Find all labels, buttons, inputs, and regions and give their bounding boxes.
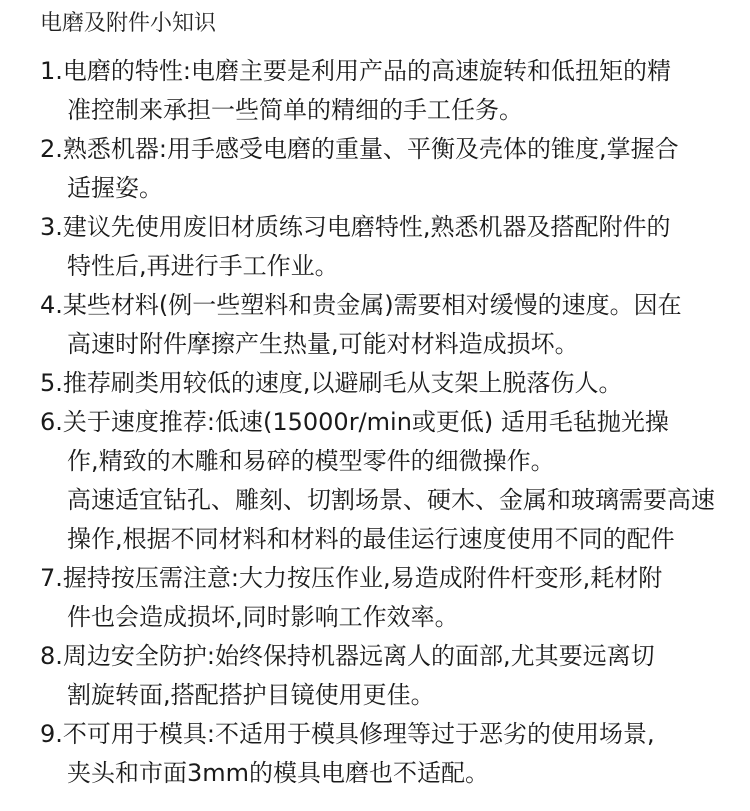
tip-item-5 xyxy=(40,364,720,403)
tip-line: 适握姿。 xyxy=(67,174,163,202)
tip-line: 操作,根据不同材料和材料的最佳运行速度使用不同的配件 xyxy=(67,525,675,553)
tip-line: 件也会造成损坏,同时影响工作效率。 xyxy=(67,603,459,631)
tip-line: 9.不可用于模具:不适用于模具修理等过于恶劣的使用场景, xyxy=(40,720,655,748)
tip-line: 高速时附件摩擦产生热量,可能对材料造成损坏。 xyxy=(67,330,579,358)
page-title: 电磨及附件小知识 xyxy=(40,11,217,36)
tip-line: 割旋转面,搭配搭护目镜使用更佳。 xyxy=(67,681,435,709)
tip-line: 高速适宜钻孔、雕刻、切割场景、硬木、金属和玻璃需要高速 xyxy=(67,486,715,514)
tip-item-6 xyxy=(40,403,720,559)
tip-line: 2.熟悉机器:用手感受电磨的重量、平衡及壳体的锥度,掌握合 xyxy=(40,135,679,163)
tip-line: 8.周边安全防护:始终保持机器远离人的面部,尤其要远离切 xyxy=(40,642,655,670)
tip-line: 夹头和市面3mm的模具电磨也不适配。 xyxy=(67,759,490,787)
tip-line: 准控制来承担一些简单的精细的手工任务。 xyxy=(67,96,523,124)
tip-line: 5.推荐刷类用较低的速度,以避刷毛从支架上脱落伤人。 xyxy=(40,369,623,397)
tip-line: 4.某些材料(例一些塑料和贵金属)需要相对缓慢的速度。因在 xyxy=(40,291,682,319)
tip-item-2 xyxy=(40,130,720,208)
tip-line: 1.电磨的特性:电磨主要是利用产品的高速旋转和低扭矩的精 xyxy=(40,57,671,85)
tip-line: 作,精致的木雕和易碎的模型零件的细微操作。 xyxy=(67,447,555,475)
tip-item-8 xyxy=(40,637,720,715)
tips-list xyxy=(40,52,720,793)
tip-item-4 xyxy=(40,286,720,364)
tip-item-3 xyxy=(40,208,720,286)
tip-item-9 xyxy=(40,715,720,793)
tip-line: 7.握持按压需注意:大力按压作业,易造成附件杆变形,耗材附 xyxy=(40,564,663,592)
tip-line: 特性后,再进行手工作业。 xyxy=(67,252,339,280)
tip-item-7 xyxy=(40,559,720,637)
tip-line: 6.关于速度推荐:低速(15000r/min或更低) 适用毛毡抛光操 xyxy=(40,408,669,436)
tip-item-1 xyxy=(40,52,720,130)
tip-line: 3.建议先使用废旧材质练习电磨特性,熟悉机器及搭配附件的 xyxy=(40,213,671,241)
